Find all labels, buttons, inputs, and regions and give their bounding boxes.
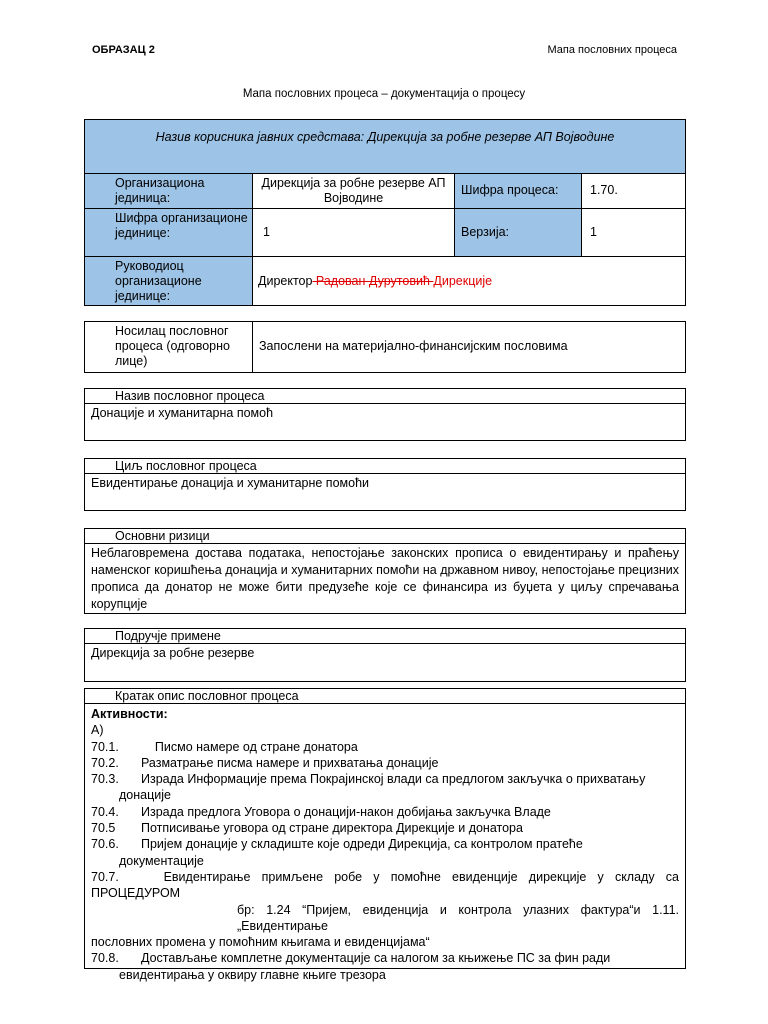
process-name-value: Донације и хуманитарна помоћ [84, 404, 686, 441]
org-heading: Назив корисника јавних средстава: Дирекција за робне резерве АП Војводине [155, 130, 615, 144]
unit-value: Дирекција за робне резерве АП Војводине [252, 173, 455, 209]
unit-label: Организациона јединица: [84, 173, 253, 209]
list-item-continuation: ПРОЦЕДУРОМ [91, 886, 181, 901]
header-right-title: Мапа пословних процеса [547, 44, 677, 56]
process-name-label: Назив пословног процеса [84, 388, 686, 404]
scope-value: Дирекција за робне резерве [84, 644, 686, 682]
version-label: Верзија: [454, 208, 582, 257]
list-item: 70.3. Израда Информације према Покрајинској влади са предлогом закључка о прихватању [91, 772, 646, 787]
form-label: ОБРАЗАЦ 2 [92, 44, 155, 56]
head-value-title: Директор [258, 274, 313, 288]
list-item: 70.1. Писмо намере од стране донатора [91, 739, 358, 754]
list-item-continuation: документације [119, 853, 204, 868]
list-item: 70.8. Достављање комплетне документације са налогом за књижење ПС за фин ради [91, 951, 611, 966]
risks-value: Неблаговремена достава података, непостојање законских прописа о евидентирању и праћењу наменског коришћења донација и хуманитарних помоћи на државном нивоу, непостојање прецизних прописа да донатор не може бити предузеће које се финансира из буџета у циљу спречавања корупције [84, 544, 686, 614]
scope-label: Подручје примене [84, 628, 686, 644]
list-item: 70.5 Потписивање уговора од стране директора Дирекције и донатора [91, 821, 523, 836]
list-item-continuation: пословних промена у помоћним књигама и евиденцијама“ [91, 935, 430, 950]
org-heading-cell [84, 119, 686, 174]
owner-value: Запослени на материјално-финансијским пословима [252, 321, 686, 373]
list-item-continuation: евидентирања у оквиру главне књиге трезора [119, 967, 386, 982]
owner-label: Носилац пословног процеса (одговорно лице) [84, 321, 253, 373]
list-item-continuation: донације [119, 788, 171, 803]
activities-label: Активности: [91, 707, 168, 721]
list-item-continuation: бр: 1.24 “Пријем, евиденција и контрола улазних фактура“и 1.11. „Евидентирање [237, 902, 679, 933]
head-value-org: Дирекције [433, 274, 493, 288]
description-label: Кратак опис пословног процеса [84, 688, 686, 704]
process-code-value: 1.70. [581, 173, 686, 209]
description-body [84, 704, 686, 982]
activity-list [91, 739, 679, 983]
goal-label: Циљ пословног процеса [84, 458, 686, 474]
list-item: 70.4. Израда предлога Уговора о донацији-након добијања закључка Владе [91, 804, 551, 819]
risks-label: Основни ризици [84, 528, 686, 544]
document-title: Мапа пословних процеса – документација о процесу [242, 88, 526, 100]
unit-code-value: 1 [252, 208, 455, 257]
version-value: 1 [581, 208, 686, 257]
head-value [252, 256, 686, 306]
head-value-struck-name: Радован Дурутовић [312, 274, 434, 288]
list-item: 70.7. Евидентирање примљене робе у помоћне евиденције дирекције у складу са [91, 869, 679, 884]
list-item: 70.6. Пријем донације у складиште које одреди Дирекција, са контролом пратеће [91, 837, 583, 852]
head-label: Руководиоц организационе јединице: [84, 256, 253, 306]
section-a-label: А) [91, 723, 104, 738]
goal-value: Евидентирање донација и хуманитарне помоћи [84, 474, 686, 511]
process-code-label: Шифра процеса: [454, 173, 582, 209]
list-item: 70.2. Разматрање писма намере и прихватања донације [91, 755, 439, 770]
unit-code-label: Шифра организационе јединице: [84, 208, 253, 257]
